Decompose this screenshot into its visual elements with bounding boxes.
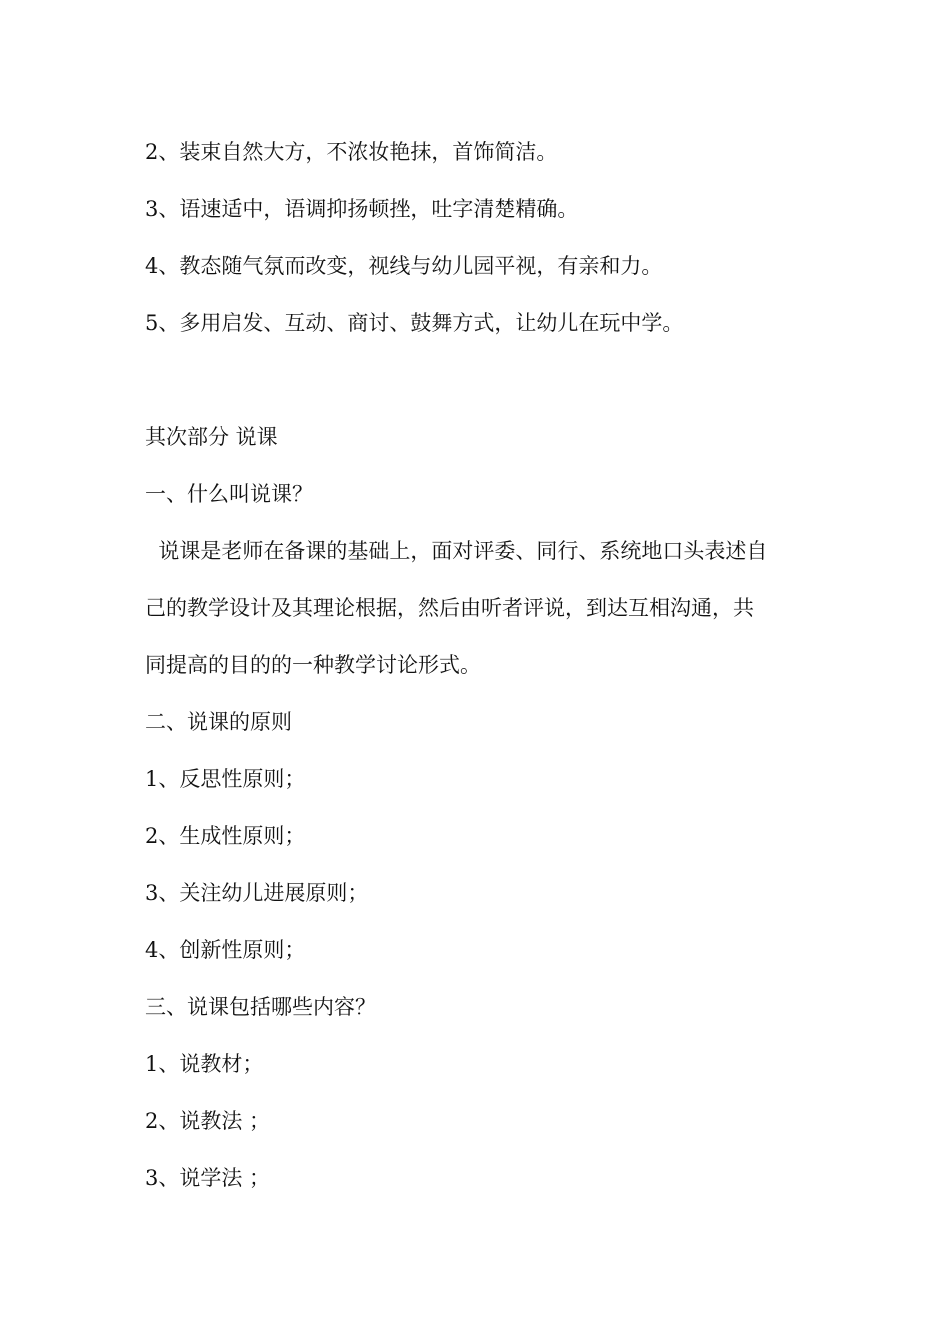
list-item: 2、装束自然大方，不浓妆艳抹，首饰简洁。 [145,140,558,164]
list-item: 1、说教材； [145,1052,264,1076]
list-item: 4、创新性原则； [145,938,306,962]
list-item: 2、说教法 ； [145,1109,271,1133]
paragraph-line: 己的教学设计及其理论根据，然后由听者评说，到达互相沟通，共 [145,596,754,620]
subsection-heading: 二、说课的原则 [145,710,292,734]
subsection-heading: 一、什么叫说课？ [145,482,313,506]
section-heading: 其次部分 说课 [145,425,278,449]
list-item: 3、关注幼儿进展原则； [145,881,369,905]
paragraph-line: 同提高的目的的一种教学讨论形式。 [145,653,481,677]
paragraph-line: 说课是老师在备课的基础上，面对评委、同行、系统地口头表述自 [145,539,768,563]
list-item: 5、多用启发、互动、商讨、鼓舞方式，让幼儿在玩中学。 [145,311,684,335]
subsection-heading: 三、说课包括哪些内容？ [145,995,376,1019]
list-item: 3、语速适中，语调抑扬顿挫，吐字清楚精确。 [145,197,579,221]
list-item: 1、反思性原则； [145,767,306,791]
list-item: 4、教态随气氛而改变，视线与幼儿园平视，有亲和力。 [145,254,663,278]
list-item: 2、生成性原则； [145,824,306,848]
list-item: 3、说学法 ； [145,1166,271,1190]
